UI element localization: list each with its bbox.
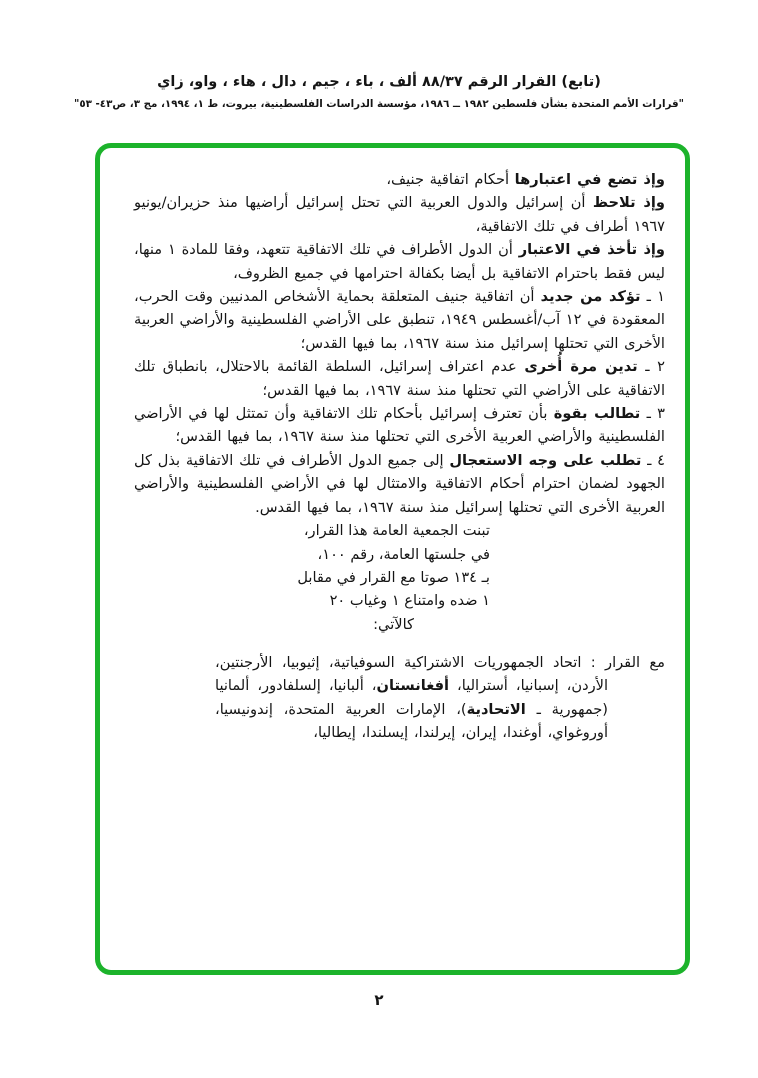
resolution-paragraph [134, 402, 665, 449]
bold-run: الاتحادية [466, 700, 526, 718]
text-run: )، الإمارات العربية المتحدة، إندونيسيا، أوروغواي، أوغندا، إيران، إيرلندا، إيسلندا، إيطاليا، [215, 700, 608, 741]
resolution-paragraph [134, 238, 665, 285]
bold-run: أفغانستان [376, 677, 450, 695]
vote-with-label: مع القرار : [581, 653, 665, 671]
text-run: أن اتفاقية جنيف المتعلقة بحماية الأشخاص المدنيين وقت الحرب، المعقودة في ١٢ آب/أغسطس ١٩٤٩، تنطبق على الأراضي الفلسطينية والأراضي العربية الأخرى التي تحتلها إسرائيل منذ سنة ١٩٦٧، بما فيها القدس؛ [134, 288, 665, 352]
adoption-note [292, 519, 490, 636]
vote-record [215, 651, 665, 745]
text-run: أن الدول الأطراف في تلك الاتفاقية تتعهد، وفقا للمادة ١ منها، ليس فقط باحترام الاتفاقية بل أيضا بكفالة احترامها في جميع الظروف، [134, 241, 665, 282]
adoption-line: ١ ضده وامتناع ١ وغياب ٢٠ [329, 592, 490, 610]
bold-run: تدين مرة أُخرى [524, 358, 638, 376]
page-number: ٢ [374, 991, 384, 1009]
resolution-paragraph [134, 285, 665, 355]
text-run: ٣ ـ [640, 405, 665, 423]
bold-run: وإذ تضع في اعتبارها [514, 171, 665, 188]
bold-run: تؤكد من جديد [540, 288, 641, 306]
text-run: ١ ـ [640, 288, 665, 306]
page-header [0, 74, 758, 110]
resolution-body [134, 168, 665, 519]
green-content-frame [95, 143, 690, 975]
adoption-line: كالآتي: [373, 615, 414, 633]
adoption-line: بـ ١٣٤ صوتا مع القرار في مقابل [297, 568, 490, 586]
text-run: اتحاد الجمهوريات الاشتراكية السوفياتية، إثيوبيا، الأرجنتين، الأردن، إسبانيا، أستراليا، [215, 653, 608, 695]
adoption-line: تبنت الجمعية العامة هذا القرار، [303, 522, 490, 540]
resolution-title: (تابع) القرار الرقم ٨٨/٣٧ ألف ، باء ، جيم ، دال ، هاء ، واو، زاي [157, 74, 601, 90]
text-run: إلى جميع الدول الأطراف في تلك الاتفاقية بذل كل الجهود لضمان احترام أحكام الاتفاقية والامتثال لها في الأراضي الفلسطينية والأراضي العربية الأخرى التي تحتلها إسرائيل منذ سنة ١٩٦٧، بما فيها القدس. [134, 451, 665, 516]
bold-run: تطلب على وجه الاستعجال [449, 451, 642, 469]
text-run: ٢ ـ [637, 358, 665, 376]
source-citation: "قرارات الأمم المتحدة بشأن فلسطين ١٩٨٢ ــ ١٩٨٦، مؤسسة الدراسات الفلسطينية، بيروت، ط ١، ١٩٩٤، مج ٣، ص٤٣- ٥٣" [73, 98, 685, 110]
text-run: عدم اعتراف إسرائيل، السلطة القائمة بالاحتلال، بانطباق تلك الاتفاقية على الأراضي التي تحتلها منذ سنة ١٩٦٧، بما فيها القدس؛ [134, 358, 665, 399]
bold-run: تطالب بقوة [553, 405, 641, 423]
text-run: ٤ ـ [641, 451, 665, 469]
text-run: بأن تعترف إسرائيل بأحكام تلك الاتفاقية وأن تمتثل لها في الأراضي الفلسطينية والأراضي العربية الأخرى التي تحتلها منذ سنة ١٩٦٧، بما فيها القدس؛ [134, 405, 665, 446]
resolution-paragraph [134, 168, 665, 191]
text-run: ، ألبانيا، إلسلفادور، ألمانيا (جمهورية ـ [215, 677, 608, 718]
resolution-paragraph [134, 191, 665, 238]
text-run: أن إسرائيل والدول العربية التي تحتل إسرائيل أراضيها منذ حزيران/يونيو ١٩٦٧ أطراف في تلك الاتفاقية، [134, 194, 665, 235]
resolution-paragraph [134, 449, 665, 519]
adoption-line: في جلستها العامة، رقم ١٠٠، [317, 545, 490, 563]
text-run: أحكام اتفاقية جنيف، [386, 171, 515, 188]
resolution-paragraph [134, 355, 665, 402]
bold-run: وإذ تلاحظ [592, 194, 665, 212]
bold-run: وإذ تأخذ في الاعتبار [518, 241, 666, 259]
